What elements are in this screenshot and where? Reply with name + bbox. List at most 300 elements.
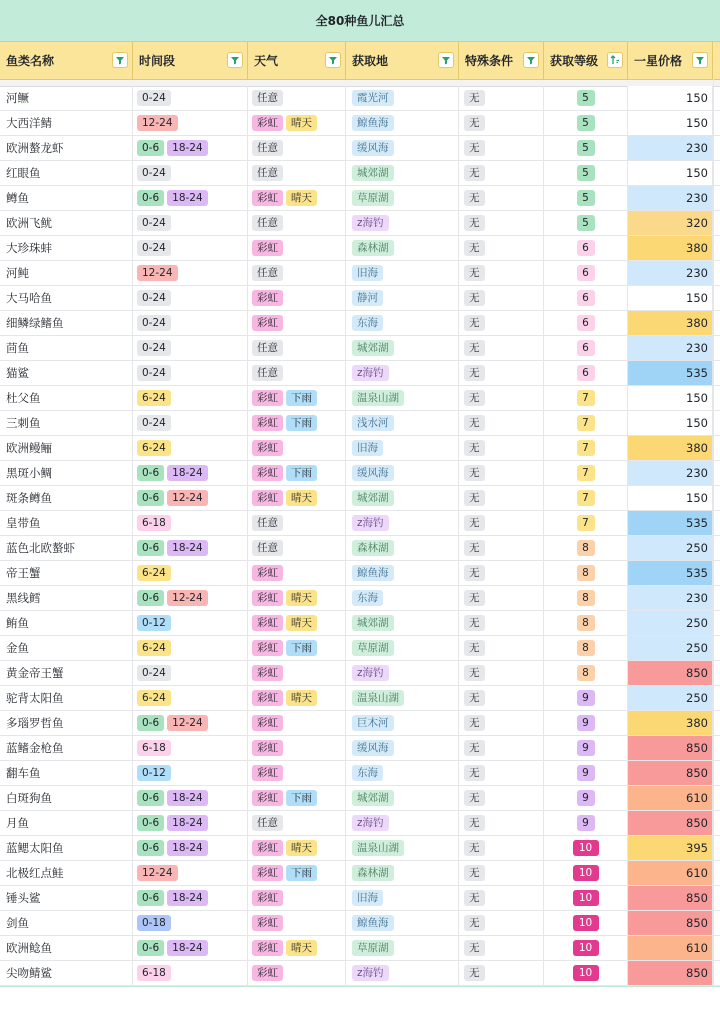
level-badge: 7 bbox=[577, 440, 595, 456]
level-cell[interactable] bbox=[544, 386, 628, 410]
special-condition-cell[interactable] bbox=[459, 686, 544, 710]
price-cell[interactable] bbox=[628, 486, 713, 510]
fish-name-cell[interactable] bbox=[0, 736, 133, 760]
special-condition-cell[interactable] bbox=[459, 861, 544, 885]
column-header-level[interactable] bbox=[544, 42, 628, 79]
weather-cell[interactable] bbox=[248, 136, 346, 160]
table-row bbox=[0, 86, 720, 111]
special-condition-cell[interactable] bbox=[459, 336, 544, 360]
weather-cell[interactable] bbox=[248, 811, 346, 835]
weather-cell[interactable] bbox=[248, 361, 346, 385]
filter-icon[interactable] bbox=[112, 52, 128, 68]
time-period-cell[interactable] bbox=[133, 911, 248, 935]
weather-cell[interactable] bbox=[248, 836, 346, 860]
fish-name-cell[interactable] bbox=[0, 411, 133, 435]
special-condition-cell[interactable] bbox=[459, 536, 544, 560]
table-row bbox=[0, 436, 720, 461]
price-cell[interactable] bbox=[628, 361, 713, 385]
time-period-cell[interactable] bbox=[133, 361, 248, 385]
special-condition-cell[interactable] bbox=[459, 411, 544, 435]
price-cell[interactable] bbox=[628, 436, 713, 460]
weather-cell[interactable] bbox=[248, 186, 346, 210]
special-condition-cell[interactable] bbox=[459, 511, 544, 535]
price-cell[interactable] bbox=[628, 111, 713, 135]
time-period-cell[interactable] bbox=[133, 636, 248, 660]
fish-name-cell[interactable] bbox=[0, 611, 133, 635]
special-condition-cell[interactable] bbox=[459, 786, 544, 810]
weather-cell[interactable] bbox=[248, 486, 346, 510]
price-cell[interactable] bbox=[628, 186, 713, 210]
level-cell[interactable] bbox=[544, 536, 628, 560]
location-cell[interactable] bbox=[346, 686, 459, 710]
location-cell[interactable] bbox=[346, 961, 459, 985]
location-cell[interactable] bbox=[346, 261, 459, 285]
special-condition-cell[interactable] bbox=[459, 461, 544, 485]
price-cell[interactable] bbox=[628, 511, 713, 535]
special-condition-cell[interactable] bbox=[459, 936, 544, 960]
price-cell[interactable] bbox=[628, 286, 713, 310]
fish-name-cell[interactable] bbox=[0, 561, 133, 585]
price-cell[interactable] bbox=[628, 161, 713, 185]
time-period-tag: 0-24 bbox=[137, 240, 171, 256]
level-cell[interactable] bbox=[544, 236, 628, 260]
weather-cell[interactable] bbox=[248, 936, 346, 960]
time-period-cell[interactable] bbox=[133, 886, 248, 910]
price-cell[interactable] bbox=[628, 536, 713, 560]
price-cell[interactable] bbox=[628, 261, 713, 285]
weather-tag: 彩虹 bbox=[252, 715, 283, 731]
time-period-tag: 0-24 bbox=[137, 340, 171, 356]
level-cell[interactable] bbox=[544, 961, 628, 985]
time-period-cell[interactable] bbox=[133, 336, 248, 360]
special-condition-cell[interactable] bbox=[459, 436, 544, 460]
weather-cell[interactable] bbox=[248, 336, 346, 360]
fish-name-cell[interactable] bbox=[0, 536, 133, 560]
special-condition-cell[interactable] bbox=[459, 111, 544, 135]
weather-cell[interactable] bbox=[248, 786, 346, 810]
weather-cell[interactable] bbox=[248, 111, 346, 135]
price-cell[interactable] bbox=[628, 936, 713, 960]
special-condition-cell[interactable] bbox=[459, 661, 544, 685]
time-period-cell[interactable] bbox=[133, 536, 248, 560]
special-condition-cell[interactable] bbox=[459, 736, 544, 760]
price-cell[interactable] bbox=[628, 786, 713, 810]
column-header-name[interactable] bbox=[0, 42, 133, 79]
special-condition-cell[interactable] bbox=[459, 386, 544, 410]
special-condition-cell[interactable] bbox=[459, 261, 544, 285]
level-badge: 5 bbox=[577, 140, 595, 156]
time-period-cell[interactable] bbox=[133, 711, 248, 735]
price-cell[interactable] bbox=[628, 461, 713, 485]
special-condition-tag: 无 bbox=[464, 190, 485, 206]
table-row bbox=[0, 611, 720, 636]
weather-cell[interactable] bbox=[248, 436, 346, 460]
level-cell[interactable] bbox=[544, 411, 628, 435]
fish-name-cell[interactable] bbox=[0, 661, 133, 685]
price-cell[interactable] bbox=[628, 661, 713, 685]
level-cell[interactable] bbox=[544, 511, 628, 535]
level-badge: 7 bbox=[577, 465, 595, 481]
price-cell[interactable] bbox=[628, 861, 713, 885]
filter-icon[interactable] bbox=[692, 52, 708, 68]
location-cell[interactable] bbox=[346, 786, 459, 810]
location-cell[interactable] bbox=[346, 186, 459, 210]
price-cell[interactable] bbox=[628, 836, 713, 860]
level-cell[interactable] bbox=[544, 611, 628, 635]
time-period-cell[interactable] bbox=[133, 661, 248, 685]
weather-cell[interactable] bbox=[248, 236, 346, 260]
fish-name-cell[interactable] bbox=[0, 186, 133, 210]
level-cell[interactable] bbox=[544, 136, 628, 160]
weather-cell[interactable] bbox=[248, 511, 346, 535]
fish-name-cell[interactable] bbox=[0, 211, 133, 235]
table-row bbox=[0, 861, 720, 886]
time-period-cell[interactable] bbox=[133, 511, 248, 535]
level-cell[interactable] bbox=[544, 911, 628, 935]
time-period-cell[interactable] bbox=[133, 861, 248, 885]
location-cell[interactable] bbox=[346, 636, 459, 660]
location-tag: z海钓 bbox=[352, 815, 389, 831]
special-condition-cell[interactable] bbox=[459, 911, 544, 935]
weather-cell[interactable] bbox=[248, 286, 346, 310]
weather-cell[interactable] bbox=[248, 561, 346, 585]
level-cell[interactable] bbox=[544, 436, 628, 460]
time-period-cell[interactable] bbox=[133, 761, 248, 785]
weather-tag: 彩虹 bbox=[252, 665, 283, 681]
location-cell[interactable] bbox=[346, 661, 459, 685]
special-condition-cell[interactable] bbox=[459, 611, 544, 635]
special-condition-cell[interactable] bbox=[459, 836, 544, 860]
level-badge: 10 bbox=[573, 890, 599, 906]
filter-icon[interactable] bbox=[227, 52, 243, 68]
column-header-weather[interactable] bbox=[248, 42, 346, 79]
location-cell[interactable] bbox=[346, 811, 459, 835]
level-cell[interactable] bbox=[544, 886, 628, 910]
time-period-cell[interactable] bbox=[133, 961, 248, 985]
fish-name-cell[interactable] bbox=[0, 861, 133, 885]
weather-cell[interactable] bbox=[248, 161, 346, 185]
fish-name-cell[interactable] bbox=[0, 711, 133, 735]
weather-cell[interactable] bbox=[248, 886, 346, 910]
location-cell[interactable] bbox=[346, 86, 459, 110]
time-period-cell[interactable] bbox=[133, 86, 248, 110]
location-cell[interactable] bbox=[346, 586, 459, 610]
special-condition-cell[interactable] bbox=[459, 586, 544, 610]
location-cell[interactable] bbox=[346, 136, 459, 160]
fish-name-cell[interactable] bbox=[0, 486, 133, 510]
price-cell[interactable] bbox=[628, 236, 713, 260]
fish-name-cell[interactable] bbox=[0, 436, 133, 460]
filter-icon[interactable] bbox=[325, 52, 341, 68]
table-row bbox=[0, 961, 720, 986]
price-cell[interactable] bbox=[628, 686, 713, 710]
level-cell[interactable] bbox=[544, 936, 628, 960]
time-period-cell[interactable] bbox=[133, 936, 248, 960]
special-condition-cell[interactable] bbox=[459, 286, 544, 310]
location-cell[interactable] bbox=[346, 611, 459, 635]
time-period-cell[interactable] bbox=[133, 186, 248, 210]
weather-cell[interactable] bbox=[248, 211, 346, 235]
time-period-cell[interactable] bbox=[133, 736, 248, 760]
fish-name-cell[interactable] bbox=[0, 236, 133, 260]
column-header-time[interactable] bbox=[133, 42, 248, 79]
special-condition-cell[interactable] bbox=[459, 886, 544, 910]
location-cell[interactable] bbox=[346, 286, 459, 310]
weather-cell[interactable] bbox=[248, 636, 346, 660]
level-cell[interactable] bbox=[544, 786, 628, 810]
level-cell[interactable] bbox=[544, 311, 628, 335]
weather-cell[interactable] bbox=[248, 611, 346, 635]
weather-cell[interactable] bbox=[248, 86, 346, 110]
time-period-cell[interactable] bbox=[133, 161, 248, 185]
special-condition-cell[interactable] bbox=[459, 486, 544, 510]
column-header-price[interactable] bbox=[628, 42, 713, 79]
location-cell[interactable] bbox=[346, 336, 459, 360]
location-cell[interactable] bbox=[346, 486, 459, 510]
fish-name-cell[interactable] bbox=[0, 111, 133, 135]
time-period-cell[interactable] bbox=[133, 611, 248, 635]
special-condition-cell[interactable] bbox=[459, 86, 544, 110]
table-row bbox=[0, 711, 720, 736]
fish-name-cell[interactable] bbox=[0, 811, 133, 835]
price-cell[interactable] bbox=[628, 211, 713, 235]
fish-name-cell[interactable] bbox=[0, 911, 133, 935]
fish-name-cell[interactable] bbox=[0, 636, 133, 660]
price-cell[interactable] bbox=[628, 761, 713, 785]
special-condition-cell[interactable] bbox=[459, 711, 544, 735]
weather-cell[interactable] bbox=[248, 711, 346, 735]
price-cell[interactable] bbox=[628, 136, 713, 160]
special-condition-cell[interactable] bbox=[459, 811, 544, 835]
fish-name-cell[interactable] bbox=[0, 161, 133, 185]
fish-name-cell[interactable] bbox=[0, 286, 133, 310]
weather-cell[interactable] bbox=[248, 736, 346, 760]
special-condition-cell[interactable] bbox=[459, 211, 544, 235]
location-cell[interactable] bbox=[346, 536, 459, 560]
level-cell[interactable] bbox=[544, 811, 628, 835]
level-cell[interactable] bbox=[544, 86, 628, 110]
weather-cell[interactable] bbox=[248, 536, 346, 560]
weather-cell[interactable] bbox=[248, 661, 346, 685]
fish-name-cell[interactable] bbox=[0, 936, 133, 960]
level-cell[interactable] bbox=[544, 561, 628, 585]
weather-cell[interactable] bbox=[248, 686, 346, 710]
weather-tag: 任意 bbox=[252, 215, 283, 231]
fish-name-cell[interactable] bbox=[0, 461, 133, 485]
time-period-cell[interactable] bbox=[133, 211, 248, 235]
level-cell[interactable] bbox=[544, 336, 628, 360]
weather-cell[interactable] bbox=[248, 861, 346, 885]
fish-name-cell[interactable] bbox=[0, 961, 133, 985]
price-cell[interactable] bbox=[628, 386, 713, 410]
price-cell[interactable] bbox=[628, 336, 713, 360]
time-period-tag: 0-6 bbox=[137, 465, 164, 481]
level-cell[interactable] bbox=[544, 286, 628, 310]
price-cell[interactable] bbox=[628, 411, 713, 435]
weather-cell[interactable] bbox=[248, 386, 346, 410]
price-cell[interactable] bbox=[628, 311, 713, 335]
location-cell[interactable] bbox=[346, 411, 459, 435]
weather-cell[interactable] bbox=[248, 311, 346, 335]
price-cell[interactable] bbox=[628, 911, 713, 935]
level-badge: 5 bbox=[577, 190, 595, 206]
time-period-cell[interactable] bbox=[133, 836, 248, 860]
fish-name-cell[interactable] bbox=[0, 86, 133, 110]
location-cell[interactable] bbox=[346, 511, 459, 535]
location-cell[interactable] bbox=[346, 386, 459, 410]
level-cell[interactable] bbox=[544, 586, 628, 610]
price-cell[interactable] bbox=[628, 561, 713, 585]
level-cell[interactable] bbox=[544, 186, 628, 210]
time-period-cell[interactable] bbox=[133, 686, 248, 710]
fish-name-cell[interactable] bbox=[0, 886, 133, 910]
fish-name-cell[interactable] bbox=[0, 786, 133, 810]
level-cell[interactable] bbox=[544, 111, 628, 135]
level-cell[interactable] bbox=[544, 211, 628, 235]
special-condition-tag: 无 bbox=[464, 115, 485, 131]
level-cell[interactable] bbox=[544, 711, 628, 735]
location-cell[interactable] bbox=[346, 936, 459, 960]
special-condition-cell[interactable] bbox=[459, 186, 544, 210]
level-cell[interactable] bbox=[544, 486, 628, 510]
level-cell[interactable] bbox=[544, 761, 628, 785]
fish-name-cell[interactable] bbox=[0, 761, 133, 785]
weather-cell[interactable] bbox=[248, 461, 346, 485]
fish-name-cell[interactable] bbox=[0, 386, 133, 410]
fish-name-cell[interactable] bbox=[0, 136, 133, 160]
special-condition-cell[interactable] bbox=[459, 961, 544, 985]
location-cell[interactable] bbox=[346, 911, 459, 935]
time-period-cell[interactable] bbox=[133, 461, 248, 485]
time-period-cell[interactable] bbox=[133, 136, 248, 160]
location-cell[interactable] bbox=[346, 561, 459, 585]
level-cell[interactable] bbox=[544, 661, 628, 685]
price-cell[interactable] bbox=[628, 811, 713, 835]
location-tag: 城郊湖 bbox=[352, 340, 394, 356]
fish-name-cell[interactable] bbox=[0, 686, 133, 710]
weather-tag: 彩虹 bbox=[252, 315, 283, 331]
time-period-cell[interactable] bbox=[133, 236, 248, 260]
location-cell[interactable] bbox=[346, 361, 459, 385]
location-cell[interactable] bbox=[346, 161, 459, 185]
time-period-cell[interactable] bbox=[133, 486, 248, 510]
column-header-special[interactable] bbox=[459, 42, 544, 79]
column-header-location[interactable] bbox=[346, 42, 459, 79]
fish-name-cell[interactable] bbox=[0, 836, 133, 860]
weather-cell[interactable] bbox=[248, 961, 346, 985]
location-cell[interactable] bbox=[346, 836, 459, 860]
time-period-cell[interactable] bbox=[133, 586, 248, 610]
weather-tag: 晴天 bbox=[286, 490, 317, 506]
weather-cell[interactable] bbox=[248, 586, 346, 610]
time-period-cell[interactable] bbox=[133, 436, 248, 460]
price-cell[interactable] bbox=[628, 611, 713, 635]
location-cell[interactable] bbox=[346, 236, 459, 260]
fish-name-cell[interactable] bbox=[0, 361, 133, 385]
special-condition-cell[interactable] bbox=[459, 761, 544, 785]
time-period-tag: 12-24 bbox=[167, 490, 208, 506]
filter-icon[interactable] bbox=[523, 52, 539, 68]
location-cell[interactable] bbox=[346, 311, 459, 335]
time-period-tag: 6-24 bbox=[137, 640, 171, 656]
special-condition-cell[interactable] bbox=[459, 361, 544, 385]
location-cell[interactable] bbox=[346, 436, 459, 460]
fish-name: 猫鲨 bbox=[6, 366, 29, 380]
price-value: 850 bbox=[686, 666, 708, 680]
fish-name-cell[interactable] bbox=[0, 261, 133, 285]
level-cell[interactable] bbox=[544, 861, 628, 885]
level-cell[interactable] bbox=[544, 261, 628, 285]
location-cell[interactable] bbox=[346, 886, 459, 910]
location-cell[interactable] bbox=[346, 111, 459, 135]
price-cell[interactable] bbox=[628, 711, 713, 735]
level-cell[interactable] bbox=[544, 836, 628, 860]
level-cell[interactable] bbox=[544, 636, 628, 660]
time-period-cell[interactable] bbox=[133, 561, 248, 585]
weather-cell[interactable] bbox=[248, 261, 346, 285]
location-cell[interactable] bbox=[346, 761, 459, 785]
price-cell[interactable] bbox=[628, 86, 713, 110]
price-cell[interactable] bbox=[628, 961, 713, 985]
level-badge: 7 bbox=[577, 415, 595, 431]
time-period-cell[interactable] bbox=[133, 811, 248, 835]
price-cell[interactable] bbox=[628, 586, 713, 610]
time-period-tag: 18-24 bbox=[167, 840, 208, 856]
time-period-cell[interactable] bbox=[133, 411, 248, 435]
level-cell[interactable] bbox=[544, 686, 628, 710]
sort-ascending-icon[interactable] bbox=[607, 52, 623, 68]
price-cell[interactable] bbox=[628, 736, 713, 760]
time-period-cell[interactable] bbox=[133, 111, 248, 135]
level-cell[interactable] bbox=[544, 736, 628, 760]
location-cell[interactable] bbox=[346, 211, 459, 235]
special-condition-cell[interactable] bbox=[459, 311, 544, 335]
location-tag: z海钓 bbox=[352, 515, 389, 531]
fish-name-cell[interactable] bbox=[0, 511, 133, 535]
location-cell[interactable] bbox=[346, 711, 459, 735]
weather-tag: 彩虹 bbox=[252, 240, 283, 256]
time-period-cell[interactable] bbox=[133, 311, 248, 335]
time-period-cell[interactable] bbox=[133, 786, 248, 810]
price-cell[interactable] bbox=[628, 886, 713, 910]
level-cell[interactable] bbox=[544, 161, 628, 185]
weather-cell[interactable] bbox=[248, 911, 346, 935]
location-cell[interactable] bbox=[346, 861, 459, 885]
time-period-cell[interactable] bbox=[133, 261, 248, 285]
level-cell[interactable] bbox=[544, 461, 628, 485]
location-cell[interactable] bbox=[346, 461, 459, 485]
location-cell[interactable] bbox=[346, 736, 459, 760]
special-condition-cell[interactable] bbox=[459, 161, 544, 185]
price-cell[interactable] bbox=[628, 636, 713, 660]
fish-name-cell[interactable] bbox=[0, 336, 133, 360]
weather-cell[interactable] bbox=[248, 411, 346, 435]
weather-cell[interactable] bbox=[248, 761, 346, 785]
table-row bbox=[0, 911, 720, 936]
level-cell[interactable] bbox=[544, 361, 628, 385]
filter-icon[interactable] bbox=[438, 52, 454, 68]
fish-name-cell[interactable] bbox=[0, 586, 133, 610]
special-condition-cell[interactable] bbox=[459, 561, 544, 585]
time-period-cell[interactable] bbox=[133, 286, 248, 310]
special-condition-cell[interactable] bbox=[459, 136, 544, 160]
time-period-cell[interactable] bbox=[133, 386, 248, 410]
special-condition-tag: 无 bbox=[464, 340, 485, 356]
special-condition-cell[interactable] bbox=[459, 236, 544, 260]
special-condition-cell[interactable] bbox=[459, 636, 544, 660]
time-period-tag: 0-24 bbox=[137, 165, 171, 181]
fish-name-cell[interactable] bbox=[0, 311, 133, 335]
